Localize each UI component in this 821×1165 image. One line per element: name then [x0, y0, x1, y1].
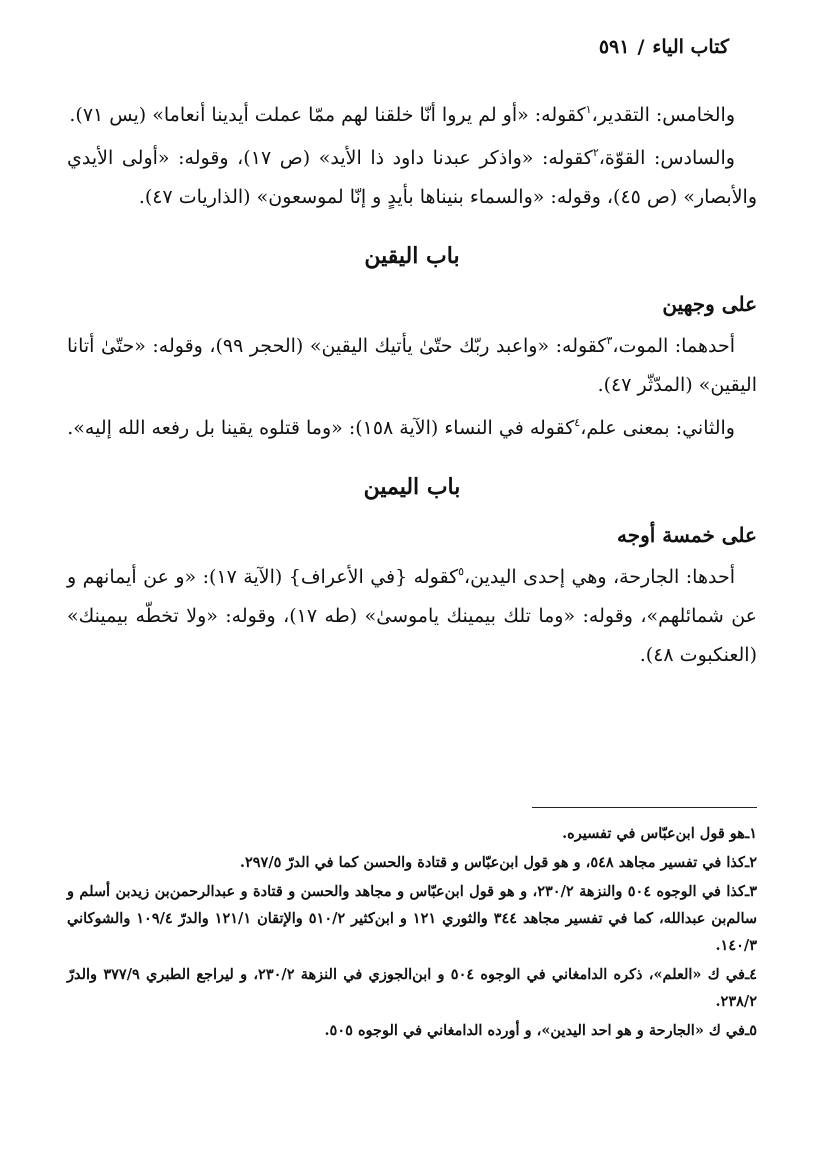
header-separator: / — [637, 36, 645, 58]
footnote-ref[interactable]: ٣ — [606, 334, 613, 347]
paragraph-hand-meaning — [67, 558, 757, 675]
chapter-title: باب اليقين — [364, 243, 460, 269]
footnote — [67, 849, 757, 876]
paragraph-body: كقوله: «واذكر عبدنا داود ذا الأيد» (ص ١٧)، وقوله: «أولى الأيدي والأبصار» (ص ٤٥)، وقوله: «والسماء بنيناها بأيدٍ و إنّا لموسعون» (الذاريات ٤٧). — [67, 147, 757, 208]
paragraph-body: كقوله في النساء (الآية ١٥٨): «وما قتلوه يقينا بل رفعه الله إليه». — [67, 417, 575, 439]
footnote-ref[interactable]: ٢ — [592, 146, 599, 159]
paragraph-first-meaning — [67, 327, 757, 405]
footnote — [67, 878, 757, 959]
paragraph-lead: أحدها: الجارحة، وهي إحدى اليدين، — [464, 566, 735, 588]
footnote-number: ٥ـ — [744, 1022, 757, 1039]
main-text — [67, 96, 757, 679]
chapter-title: باب اليمين — [363, 474, 461, 500]
page-number: ٥٩١ — [598, 36, 630, 58]
footnote-text: في ك «العلم»، ذكره الدامغاني في الوجوه ٥٠٤ و ابن‌الجوزي في النزهة ٢٣٠/٢، و ليراجع الطبري ٣٧٧/٩ والدرّ ٢٣٨/٢. — [67, 966, 757, 1010]
running-header — [60, 36, 729, 58]
footnote-text: كذا في الوجوه ٥٠٤ والنزهة ٢٣٠/٢، و هو قول ابن‌عبّاس و مجاهد والحسن و قتادة و عبدالرحمن‌بن زيدبن أسلم و سالم‌بن عبدالله، كما في تفسير مجاهد ٣٤٤ والثوري ١٢١ و ابن‌كثير ٥١٠/٢ والإتقان ١٢١/١ والدرّ ١٠٩/٤ والشوكاني ١٤٠/٣. — [67, 883, 758, 954]
footnote-text: في ك «الجارحة و هو احد اليدين»، و أورده الدامغاني في الوجوه ٥٠٥. — [324, 1022, 745, 1039]
footnote — [67, 1017, 757, 1044]
footnote-number: ١ـ — [744, 825, 757, 842]
footnote-ref[interactable]: ١ — [585, 103, 592, 116]
footnotes — [67, 820, 757, 1046]
paragraph-lead: أحدهما: الموت، — [612, 335, 735, 357]
paragraph-second-meaning — [67, 409, 757, 448]
footnote-ref[interactable]: ٤ — [574, 416, 581, 429]
footnote-number: ٣ـ — [744, 883, 757, 900]
footnote — [67, 820, 757, 847]
section-subtitle: على وجهين — [662, 292, 757, 316]
footnote-text: كذا في تفسير مجاهد ٥٤٨، و هو قول ابن‌عبّاس و قتادة والحسن كما في الدرّ ٢٩٧/٥. — [239, 854, 745, 871]
footnote-number: ٤ـ — [744, 966, 757, 983]
paragraph-body: كقوله {في الأعراف} (الآية ١٧): «و عن أيمانهم و عن شمائلهم»، وقوله: «وما تلك بيمينك ياموسىٰ» (طه ١٧)، وقوله: «ولا تخطّه بيمينك» (العنكبوت ٤٨). — [67, 566, 757, 666]
paragraph-sixth-meaning — [67, 139, 757, 217]
footnote-ref[interactable]: ٥ — [458, 565, 465, 578]
section-subtitle: على خمسة أوجه — [617, 523, 757, 547]
paragraph-lead: والثاني: بمعنى علم، — [580, 417, 735, 439]
paragraph-fifth-meaning — [67, 96, 757, 135]
paragraph-lead: والخامس: التقدير، — [591, 104, 735, 126]
footnote — [67, 961, 757, 1015]
footnote-text: هو قول ابن‌عبّاس في تفسيره. — [562, 825, 745, 842]
book-title: كتاب الياء — [652, 36, 729, 58]
paragraph-body: كقوله: «واعبد ربّك حتّىٰ يأتيك اليقين» (الحجر ٩٩)، وقوله: «حتّىٰ أتانا اليقين» (المدّثّر ٤٧). — [67, 335, 757, 396]
footnote-divider — [532, 807, 757, 808]
paragraph-body: كقوله: «أو لم يروا أنّا خلقنا لهم ممّا عملت أيدينا أنعاما» (يس ٧١). — [69, 104, 586, 126]
paragraph-lead: والسادس: القوّة، — [598, 147, 735, 169]
footnote-number: ٢ـ — [744, 854, 757, 871]
